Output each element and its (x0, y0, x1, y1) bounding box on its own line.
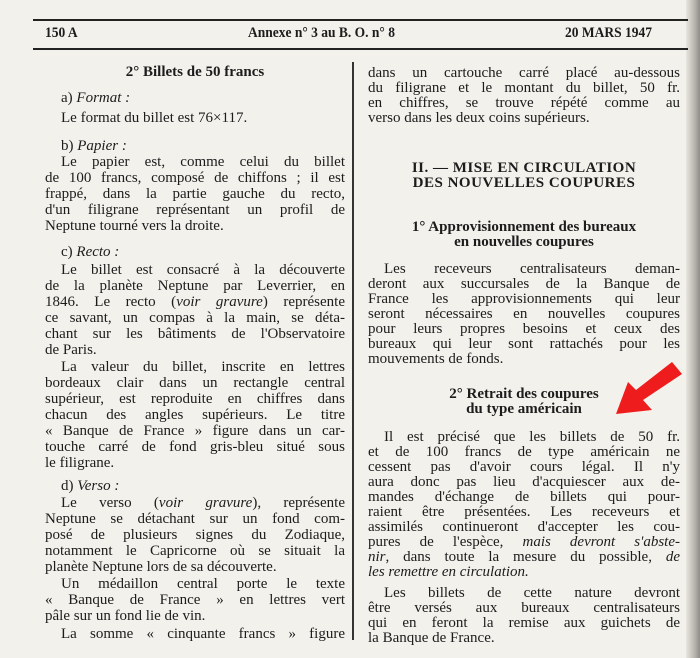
italic-segment: Recto : (76, 244, 120, 260)
text-line: cessent pas d'avoir cours légal. Il n'y (368, 459, 680, 475)
text-segment: b) (61, 138, 78, 154)
text-segment: c) (61, 244, 77, 260)
text-line: chacun des angles supérieurs. Le titre (45, 407, 345, 423)
running-title: Annexe n° 3 au B. O. n° 8 (248, 25, 395, 41)
text-line: Le format du billet est 76×117. (61, 110, 248, 126)
text-line: en nouvelles coupures (454, 234, 594, 250)
text-line: pâle sur un fond lie de vin. (45, 608, 206, 624)
text-line: en chiffres, se trouve répété comme au (368, 95, 680, 111)
text-segment: d) (61, 478, 78, 494)
text-line: du type américain (466, 401, 582, 417)
text-line: posé de plusieurs signes du Zodiaque, (45, 527, 345, 543)
text-line: assimilés continueront d'accepter les cou- (368, 519, 680, 535)
text-line: 1° Approvisionnement des bureaux (411, 219, 637, 235)
text-segment: Le verso ( (61, 495, 159, 511)
italic-segment: nir (368, 549, 386, 565)
text-line: ce savant, un compas à la main, se déta- (45, 310, 345, 326)
text-line: La somme « cinquante francs » figure (61, 626, 345, 642)
text-line: Les receveurs centralisateurs deman- (384, 261, 680, 277)
text-line: frappé, dans la partie gauche du recto, (45, 186, 345, 202)
text-line: qui en feront la remise aux guichets de (368, 615, 680, 631)
text-line: de Paris. (45, 342, 97, 358)
text-line: bordeaux clair dans un rectangle central (45, 375, 345, 391)
text-segment: , dans toute la mesure du possible, (385, 549, 666, 565)
text-line: supérieur, est reproduite en chiffres dans (45, 391, 345, 407)
text-line: mandes d'échange de billets qui pour- (368, 489, 680, 505)
text-line: bureaux qui leur sont rattachés pour les (368, 336, 680, 352)
text-line: II. — MISE EN CIRCULATION (411, 160, 637, 176)
text-line: Le papier est, comme celui du billet (61, 154, 345, 170)
text-line: mouvements de fonds. (368, 351, 504, 367)
italic-segment: Papier : (77, 138, 127, 154)
italic-segment: voir gravure (176, 294, 263, 310)
text-line: chant sur les bâtiments de l'Observatoire (45, 326, 345, 342)
text-segment: 1846. Le recto ( (45, 294, 177, 310)
text-line: 2° Retrait des coupures (449, 386, 599, 402)
text-line: seront nécessaires en nouvelles coupures (368, 306, 680, 322)
text-line: aura donc pas lieu d'acquiescer aux de- (368, 474, 680, 490)
text-segment: a) (61, 90, 77, 106)
text-line: et de 100 francs de type américain ne (368, 444, 680, 460)
text-line: de 100 francs, composé de chiffons ; il est (45, 170, 345, 186)
text-line: notamment le Capricorne où se situait la (45, 543, 345, 559)
text-line: raient être présentées. Les receveurs et (368, 504, 680, 520)
text-line: La valeur du billet, inscrite en lettres (61, 359, 345, 375)
text-line: Le billet est consacré à la découverte (61, 262, 345, 278)
text-line: Les billets de cette nature devront (384, 585, 680, 601)
text-segment: ) représente (262, 294, 345, 310)
text-line: Neptune se détachant sur un fond com- (45, 511, 345, 527)
text-line: planète Neptune lors de sa découverte. (45, 559, 277, 575)
text-segment: ), représente (252, 495, 345, 511)
italic-segment: les remettre en circulation. (368, 564, 529, 580)
text-line: la Banque de France. (368, 630, 495, 646)
text-line: d'un filigrane représentant un profil de (45, 202, 345, 218)
issue-date: 20 MARS 1947 (565, 25, 653, 41)
text-line: être versés aux bureaux centralisateurs (368, 600, 680, 616)
text-line: France les approvisionnements qui leur (368, 291, 680, 307)
page-number: 150 A (45, 25, 78, 41)
text-line: « Banque de France » figure dans un car- (45, 423, 345, 439)
text-line: du filigrane et le montant du billet, 50 fr. (368, 80, 680, 96)
text-line: touche carré de fond gris-bleu situé sous (45, 439, 345, 455)
text-line: deront aux succursales de la Banque de (368, 276, 680, 292)
text-line: DES NOUVELLES COUPURES (412, 175, 636, 191)
text-line: Neptune tourné vers la droite. (45, 218, 224, 234)
italic-segment: Verso : (77, 478, 120, 494)
italic-segment: de (665, 549, 680, 565)
text-line: 2° Billets de 50 francs (125, 64, 265, 80)
italic-segment: Format : (76, 90, 131, 106)
text-line: verso dans les deux coins supérieurs. (368, 110, 590, 126)
text-segment: pures de l'espèce, (368, 534, 523, 550)
text-line: pour leurs propres besoins et ceux des (368, 321, 680, 337)
italic-segment: voir gravure (158, 495, 253, 511)
text-line: dans un cartouche carré placé au-dessous (368, 65, 680, 81)
text-line: le filigrane. (45, 455, 115, 471)
text-line: « Banque de France » en lettres vert (45, 592, 345, 608)
text-line: de la planète Neptune par Leverrier, en (45, 278, 345, 294)
italic-segment: mais devront s'abste- (522, 534, 680, 550)
text-line: Il est précisé que les billets de 50 fr. (384, 429, 680, 445)
text-line: Un médaillon central porte le texte (61, 576, 345, 592)
